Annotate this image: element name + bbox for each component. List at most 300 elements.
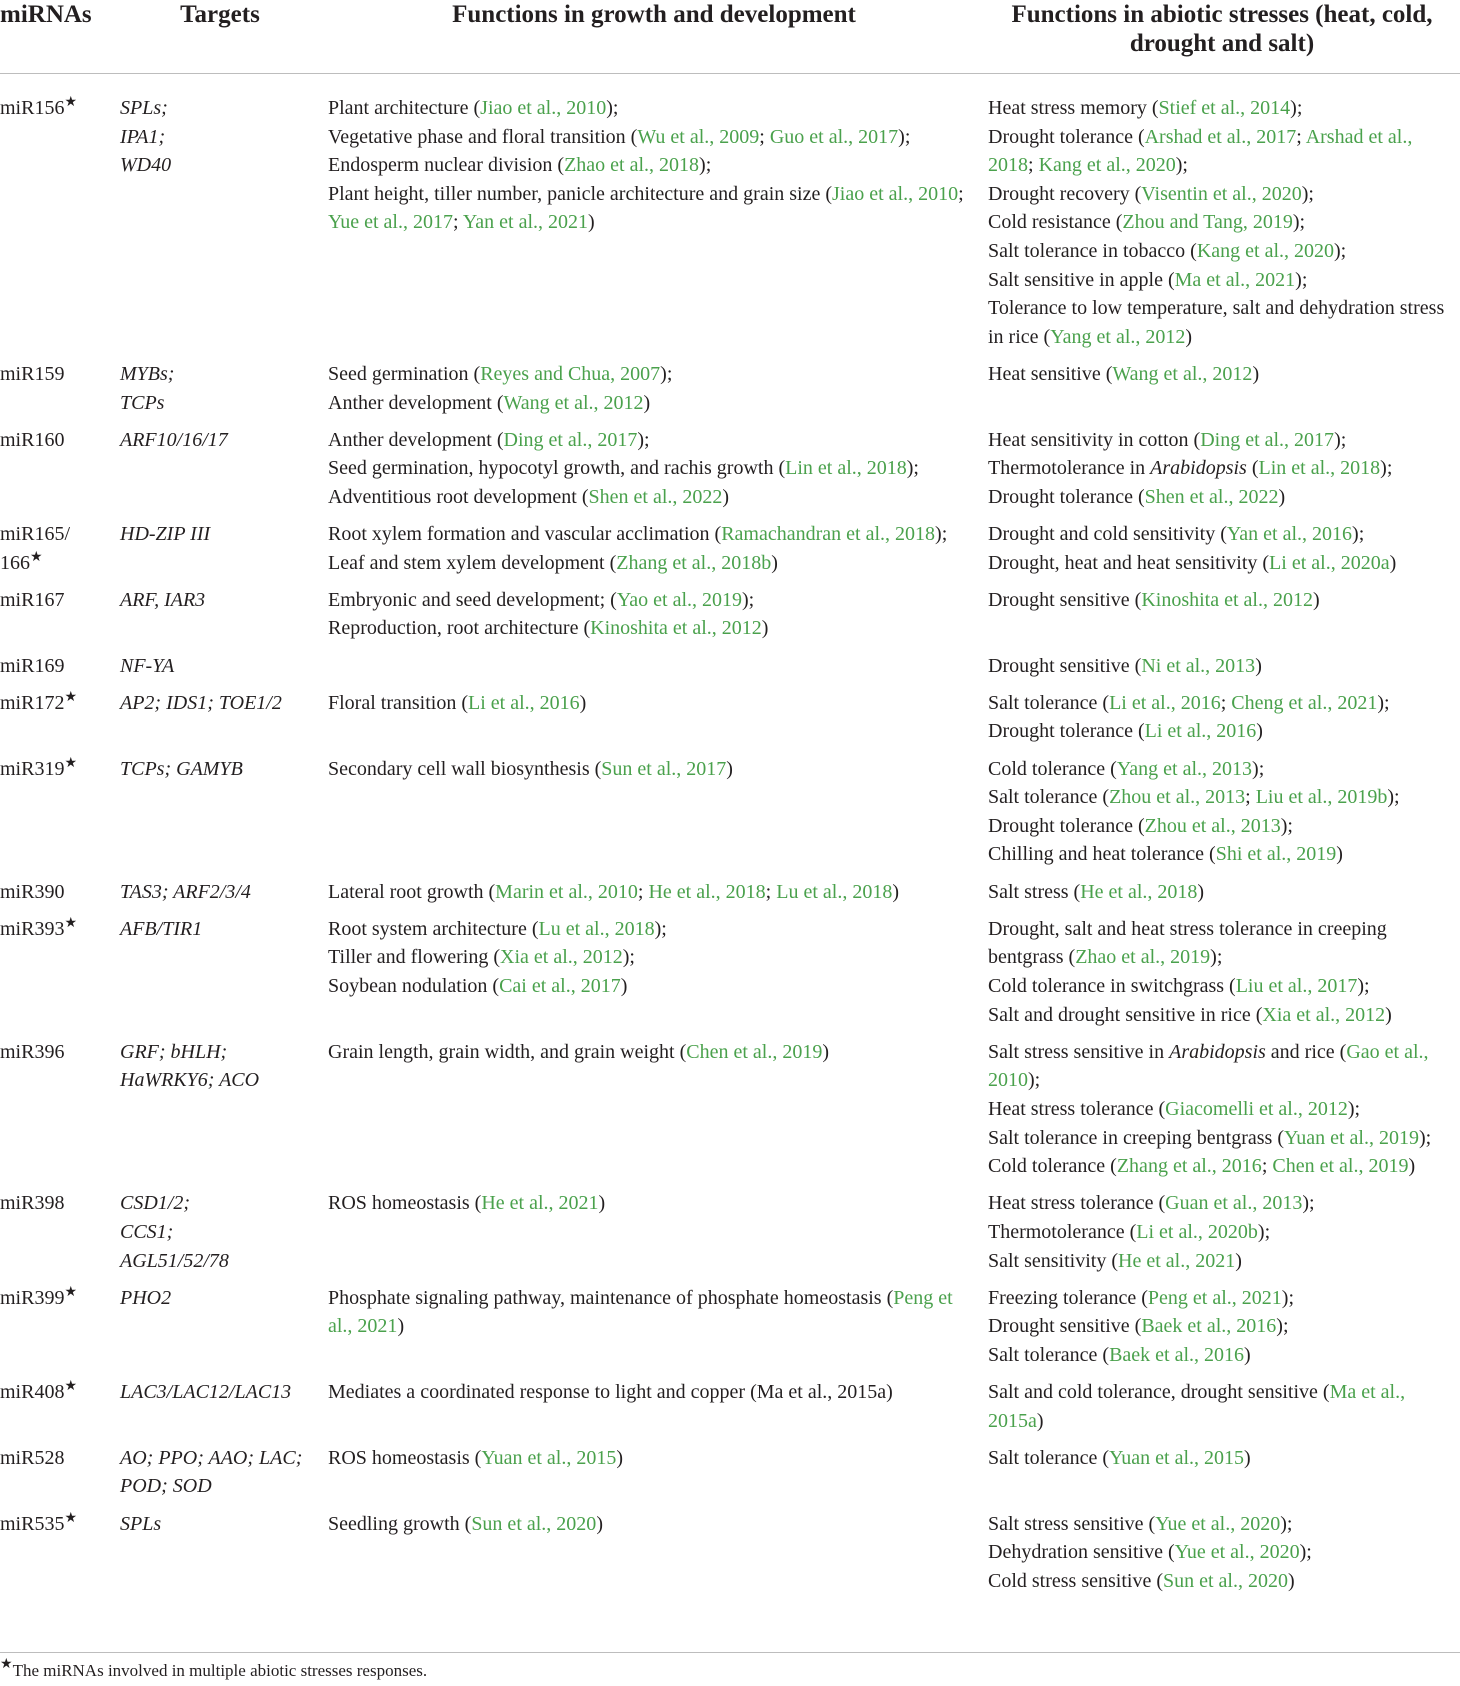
text-segment: ) <box>822 1040 830 1063</box>
citation-link[interactable]: Zhang et al., 2016 <box>1116 1155 1262 1178</box>
stress-cell <box>984 652 1460 689</box>
stress-cell <box>984 586 1460 652</box>
growth-line <box>328 180 980 237</box>
text-segment: ) <box>397 1315 405 1338</box>
text-segment: ); <box>1280 814 1293 837</box>
stress-line <box>988 94 1456 123</box>
growth-cell <box>324 1038 984 1190</box>
mirna-cell <box>0 520 116 586</box>
citation-link[interactable]: Ma et al., 2015a <box>988 1381 1406 1432</box>
stress-line <box>988 1152 1456 1181</box>
text-segment: ROS homeostasis ( <box>328 1192 482 1215</box>
text-segment: Drought tolerance ( <box>988 814 1145 837</box>
citation-link[interactable]: Li et al., 2016 <box>1144 720 1257 743</box>
text-segment: ); <box>1334 428 1347 451</box>
text-segment: ); <box>654 917 667 940</box>
star-marker: ★ <box>30 549 43 565</box>
mirna-name: miR169 <box>0 654 65 677</box>
stress-line <box>988 1538 1456 1567</box>
stress-cell <box>984 1284 1460 1378</box>
stress-line <box>988 1247 1456 1276</box>
growth-cell <box>324 878 984 915</box>
table-row <box>0 520 1460 586</box>
mirna-name: miR398 <box>0 1192 65 1215</box>
text-segment: Cold tolerance in switchgrass ( <box>988 974 1236 997</box>
table-row <box>0 1378 1460 1444</box>
citation-link[interactable]: Shen et al., 2022 <box>588 485 723 508</box>
mirna-cell <box>0 1378 116 1444</box>
text-segment: ); <box>898 125 911 148</box>
target-line: POD; SOD <box>120 1475 212 1498</box>
text-segment: ); <box>1357 974 1370 997</box>
citation-link[interactable]: Jiao et al., 2010 <box>480 97 607 119</box>
stress-line <box>988 208 1456 237</box>
italic-term: Arabidopsis <box>1169 1040 1266 1063</box>
text-segment: ); <box>1210 946 1223 969</box>
text-segment: Salt tolerance ( <box>988 691 1110 714</box>
citation-link[interactable]: Arshad et al., 2018 <box>988 125 1413 177</box>
growth-line <box>328 586 980 615</box>
growth-line <box>328 972 980 1001</box>
stress-line <box>988 1095 1456 1124</box>
targets-cell <box>116 1189 324 1283</box>
citation-link[interactable]: Ni et al., 2013 <box>1141 654 1256 677</box>
citation-link[interactable]: Peng et al., 2021 <box>1147 1286 1282 1309</box>
text-segment: Salt tolerance ( <box>988 786 1110 809</box>
citation-link[interactable]: He et al., 2018 <box>1080 880 1198 903</box>
star-marker: ★ <box>64 1510 78 1526</box>
mirna-cell <box>0 586 116 652</box>
footnote-text: The miRNAs involved in multiple abiotic stresses responses. <box>12 1661 428 1680</box>
growth-line <box>328 94 980 123</box>
text-segment: ) <box>620 974 628 997</box>
text-segment: ); <box>1334 239 1347 262</box>
citation-link[interactable]: Ding et al., 2017 <box>1200 428 1335 451</box>
text-segment: Salt stress sensitive ( <box>988 1512 1156 1535</box>
text-segment: Mediates a coordinated response to light and copper (Ma et al., 2015a) <box>328 1381 893 1404</box>
text-segment: ) <box>616 1446 623 1469</box>
growth-line <box>328 1510 980 1539</box>
citation-link[interactable]: He et al., 2021 <box>481 1192 599 1215</box>
citation-link[interactable]: Li et al., 2020a <box>1269 551 1390 574</box>
text-segment: ); <box>935 523 948 546</box>
growth-line <box>328 389 980 418</box>
citation-link[interactable]: Kinoshita et al., 2012 <box>1141 588 1313 611</box>
mirna-cell <box>0 689 116 755</box>
citation-link[interactable]: Ding et al., 2017 <box>503 428 638 451</box>
citation-link[interactable]: Liu et al., 2017 <box>1235 974 1358 997</box>
citation-link[interactable]: Wu et al., 2009 <box>637 125 760 148</box>
text-segment: Drought and cold sensitivity ( <box>988 523 1227 546</box>
mirna-name: miR167 <box>0 588 65 611</box>
text-segment: Drought sensitive ( <box>988 654 1142 677</box>
mirna-name: miR165/ 166 <box>0 523 71 574</box>
citation-link[interactable]: Li et al., 2016 <box>467 691 580 714</box>
table-row <box>0 1510 1460 1604</box>
text-segment: Anther development ( <box>328 428 504 451</box>
text-segment: ); <box>1387 786 1400 809</box>
citation-link[interactable]: Wang et al., 2012 <box>1112 362 1253 385</box>
citation-link[interactable]: Stief et al., 2014 <box>1158 97 1291 119</box>
citation-link[interactable]: Li et al., 2020b <box>1136 1220 1258 1243</box>
citation-link[interactable]: Baek et al., 2016 <box>1141 1315 1277 1338</box>
stress-cell <box>984 1510 1460 1604</box>
mirna-cell <box>0 755 116 878</box>
stress-cell <box>984 426 1460 520</box>
text-segment: ); <box>1302 1192 1315 1215</box>
text-segment: ) <box>1036 1409 1044 1432</box>
citation-link[interactable]: Shi et al., 2019 <box>1215 843 1337 866</box>
text-segment: Drought sensitive ( <box>988 1315 1142 1338</box>
growth-cell <box>324 1284 984 1378</box>
growth-cell <box>324 652 984 689</box>
text-segment: Heat stress tolerance ( <box>988 1097 1166 1120</box>
growth-line <box>328 151 980 180</box>
text-segment: Salt sensitive in apple ( <box>988 268 1175 291</box>
citation-link[interactable]: Yue et al., 2017 <box>328 211 453 234</box>
citation-link[interactable]: Kinoshita et al., 2012 <box>590 617 762 640</box>
growth-line <box>328 878 980 907</box>
citation-link[interactable]: Cheng et al., 2021 <box>1231 691 1378 714</box>
text-segment: ); <box>1280 1512 1293 1535</box>
target-line: SPLs <box>120 1512 162 1535</box>
text-segment: ); <box>660 362 673 385</box>
stress-line <box>988 426 1456 455</box>
growth-cell <box>324 1444 984 1510</box>
targets-cell <box>116 1510 324 1604</box>
citation-link[interactable]: Guan et al., 2013 <box>1165 1192 1303 1215</box>
targets-cell <box>116 1378 324 1444</box>
citation-link[interactable]: Lin et al., 2018 <box>785 457 907 480</box>
text-segment: ) <box>1235 1249 1242 1272</box>
text-segment: ) <box>596 1512 603 1535</box>
citation-link[interactable]: Yao et al., 2019 <box>616 588 742 611</box>
citation-link[interactable]: Gao et al., 2010 <box>988 1040 1429 1092</box>
citation-link[interactable]: Zhao et al., 2018 <box>564 154 700 177</box>
table-row <box>0 1284 1460 1378</box>
text-segment: ); <box>1028 1069 1041 1092</box>
text-segment: Drought sensitive ( <box>988 588 1142 611</box>
citation-link[interactable]: Baek et al., 2016 <box>1109 1343 1245 1366</box>
stress-line <box>988 652 1456 681</box>
text-segment: ); <box>1292 211 1306 234</box>
mirna-name: miR156 <box>0 97 65 119</box>
growth-line <box>328 520 980 549</box>
growth-cell <box>324 586 984 652</box>
citation-link[interactable]: Sun et al., 2020 <box>471 1512 597 1535</box>
citation-link[interactable]: Ma et al., 2021 <box>1174 268 1296 291</box>
text-segment: ; <box>759 125 770 148</box>
text-segment: Tiller and flowering ( <box>328 946 501 969</box>
text-segment: Vegetative phase and floral transition ( <box>328 125 638 148</box>
citation-link[interactable]: Zhou and Tang, 2019 <box>1122 211 1293 234</box>
citation-link[interactable]: Lu et al., 2018 <box>538 917 655 940</box>
text-segment: Cold tolerance ( <box>988 1155 1117 1178</box>
text-segment: ) <box>643 391 651 414</box>
text-segment: Salt stress sensitive in <box>988 1040 1170 1063</box>
text-segment: ; <box>958 182 964 205</box>
text-segment: Heat stress memory ( <box>988 97 1159 119</box>
citation-link[interactable]: Chen et al., 2019 <box>686 1040 823 1063</box>
text-segment: and rice ( <box>1265 1040 1347 1063</box>
stress-line <box>988 1218 1456 1247</box>
citation-link[interactable]: He et al., 2018 <box>648 880 766 903</box>
citation-link[interactable]: Reyes and Chua, 2007 <box>480 362 661 385</box>
citation-link[interactable]: Marin et al., 2010 <box>495 880 638 903</box>
text-segment: ); <box>1418 1126 1432 1149</box>
text-segment: ROS homeostasis ( <box>328 1446 482 1469</box>
text-segment: Phosphate signaling pathway, maintenance of phosphate homeostasis ( <box>328 1286 894 1309</box>
table-footnote <box>0 1652 1460 1682</box>
stress-line <box>988 294 1456 351</box>
text-segment: Heat sensitive ( <box>988 362 1113 385</box>
growth-line <box>328 1284 980 1341</box>
text-segment: ); <box>1347 1097 1361 1120</box>
stress-cell <box>984 94 1460 360</box>
header-targets: Targets <box>116 0 324 74</box>
text-segment: Salt tolerance in creeping bentgrass ( <box>988 1126 1284 1149</box>
table-row <box>0 915 1460 1038</box>
mirna-cell <box>0 1444 116 1510</box>
growth-cell <box>324 1510 984 1604</box>
header-growth-functions: Functions in growth and development <box>324 0 984 74</box>
text-segment: Salt tolerance ( <box>988 1446 1110 1469</box>
citation-link[interactable]: Shen et al., 2022 <box>1144 485 1279 508</box>
citation-link[interactable]: Zhang et al., 2018b <box>616 551 772 574</box>
mirna-name: miR159 <box>0 362 65 385</box>
citation-link[interactable]: Sun et al., 2017 <box>601 757 727 780</box>
target-line: MYBs; <box>120 362 175 385</box>
targets-cell <box>116 652 324 689</box>
text-segment: ) <box>1255 654 1262 677</box>
citation-link[interactable]: Kang et al., 2020 <box>1038 154 1176 177</box>
table-row <box>0 689 1460 755</box>
target-line: AP2; IDS1; TOE1/2 <box>120 691 282 714</box>
citation-link[interactable]: Yue et al., 2020 <box>1174 1541 1300 1564</box>
target-line: CSD1/2; <box>120 1192 190 1215</box>
text-segment: Lateral root growth ( <box>328 880 496 903</box>
target-line: TAS3; ARF2/3/4 <box>120 880 251 903</box>
table-row <box>0 1189 1460 1283</box>
stress-line <box>988 180 1456 209</box>
stress-line <box>988 586 1456 615</box>
stress-line <box>988 717 1456 746</box>
footnote-star: ★ <box>0 1657 13 1672</box>
star-marker: ★ <box>64 95 78 110</box>
text-segment: ) <box>1408 1155 1416 1178</box>
text-segment: ; <box>1261 1155 1273 1178</box>
table-row <box>0 652 1460 689</box>
citation-link[interactable]: Zhao et al., 2019 <box>1075 946 1211 969</box>
citation-link[interactable]: Xia et al., 2012 <box>1262 1003 1386 1026</box>
growth-cell <box>324 520 984 586</box>
growth-cell <box>324 1189 984 1283</box>
citation-link[interactable]: Lu et al., 2018 <box>776 880 893 903</box>
stress-line <box>988 1378 1456 1435</box>
citation-link[interactable]: Li et al., 2016 <box>1109 691 1221 714</box>
citation-link[interactable]: Visentin et al., 2020 <box>1141 182 1302 205</box>
stress-line <box>988 1567 1456 1596</box>
text-segment: Drought tolerance ( <box>988 125 1145 148</box>
stress-line <box>988 840 1456 869</box>
stress-line <box>988 360 1456 389</box>
mirna-name: miR396 <box>0 1040 65 1063</box>
text-segment: ) <box>761 617 769 640</box>
citation-link[interactable]: Yan et al., 2016 <box>1226 523 1353 546</box>
text-segment: Drought recovery ( <box>988 182 1142 205</box>
text-segment: ; <box>765 880 777 903</box>
text-segment: ) <box>1256 720 1263 743</box>
growth-line <box>328 1189 980 1218</box>
stress-line <box>988 483 1456 512</box>
citation-link[interactable]: Kang et al., 2020 <box>1196 239 1334 262</box>
table-row <box>0 426 1460 520</box>
text-segment: Embryonic and seed development; ( <box>328 588 617 611</box>
growth-line <box>328 483 980 512</box>
target-line: IPA1; <box>120 125 166 148</box>
text-segment: Seed germination ( <box>328 362 481 385</box>
targets-cell <box>116 878 324 915</box>
text-segment: Seedling growth ( <box>328 1512 472 1535</box>
mirna-cell <box>0 1038 116 1190</box>
citation-link[interactable]: Yang et al., 2013 <box>1116 757 1253 780</box>
mirna-cell <box>0 652 116 689</box>
text-segment: Root xylem formation and vascular acclimation ( <box>328 523 722 546</box>
mirna-cell <box>0 878 116 915</box>
mirna-name: miR408 <box>0 1381 65 1404</box>
citation-link[interactable]: He et al., 2021 <box>1118 1249 1236 1272</box>
text-segment: Salt tolerance in tobacco ( <box>988 239 1197 262</box>
text-segment: ); <box>637 428 650 451</box>
text-segment: Salt and cold tolerance, drought sensitive ( <box>988 1381 1330 1404</box>
text-segment: ) <box>1385 1003 1392 1026</box>
targets-cell <box>116 915 324 1038</box>
citation-link[interactable]: Yan et al., 2021 <box>462 211 588 234</box>
citation-link[interactable]: Yuan et al., 2015 <box>481 1446 617 1469</box>
table-row <box>0 1444 1460 1510</box>
citation-link[interactable]: Guo et al., 2017 <box>769 125 899 148</box>
stress-line <box>988 237 1456 266</box>
citation-link[interactable]: Xia et al., 2012 <box>500 946 623 969</box>
citation-link[interactable]: Sun et al., 2020 <box>1163 1569 1288 1592</box>
stress-line <box>988 1284 1456 1313</box>
targets-cell <box>116 586 324 652</box>
target-line: PHO2 <box>120 1286 172 1309</box>
citation-link[interactable]: Liu et al., 2019b <box>1255 786 1388 809</box>
stress-line <box>988 1001 1456 1030</box>
growth-line <box>328 360 980 389</box>
text-segment: Soybean nodulation ( <box>328 974 500 997</box>
growth-cell <box>324 755 984 878</box>
mirna-name: miR160 <box>0 428 65 451</box>
text-segment: Salt tolerance ( <box>988 1343 1110 1366</box>
citation-link[interactable]: Wang et al., 2012 <box>503 391 644 414</box>
citation-link[interactable]: Chen et al., 2019 <box>1272 1155 1409 1178</box>
stress-cell <box>984 689 1460 755</box>
citation-link[interactable]: Yuan et al., 2015 <box>1109 1446 1245 1469</box>
text-segment: ) <box>1389 551 1397 574</box>
stress-cell <box>984 1038 1460 1190</box>
target-line: GRF; bHLH; <box>120 1040 228 1063</box>
text-segment: ) <box>726 757 733 780</box>
citation-link[interactable]: Ramachandran et al., 2018 <box>721 523 936 546</box>
text-segment: ; <box>1220 691 1232 714</box>
text-segment: Heat sensitivity in cotton ( <box>988 428 1201 451</box>
growth-line <box>328 755 980 784</box>
text-segment: Adventitious root development ( <box>328 485 589 508</box>
stress-line <box>988 812 1456 841</box>
stress-line <box>988 1341 1456 1370</box>
target-line: NF-YA <box>120 654 175 677</box>
text-segment: Drought, heat and heat sensitivity ( <box>988 551 1270 574</box>
target-line: AGL51/52/78 <box>120 1249 229 1272</box>
citation-link[interactable]: Jiao et al., 2010 <box>832 182 959 205</box>
table-row <box>0 755 1460 878</box>
text-segment: Cold stress sensitive ( <box>988 1569 1163 1592</box>
growth-line <box>328 454 980 483</box>
text-segment: ) <box>892 880 899 903</box>
growth-line <box>328 614 980 643</box>
stress-cell <box>984 1444 1460 1510</box>
table-row <box>0 94 1460 360</box>
text-segment: Cold tolerance ( <box>988 757 1117 780</box>
stress-line <box>988 123 1456 180</box>
growth-line <box>328 1444 980 1473</box>
text-segment: Drought tolerance ( <box>988 720 1145 743</box>
citation-link[interactable]: Yang et al., 2012 <box>1050 325 1186 348</box>
text-segment: ; <box>1028 154 1039 177</box>
citation-link[interactable]: Yuan et al., 2019 <box>1284 1126 1419 1149</box>
citation-link[interactable]: Peng et al., 2021 <box>328 1286 953 1338</box>
citation-link[interactable]: Giacomelli et al., 2012 <box>1165 1097 1348 1120</box>
header-row <box>0 0 1460 74</box>
mirna-name: miR535 <box>0 1512 65 1535</box>
target-line: TCPs; GAMYB <box>120 757 243 780</box>
targets-cell <box>116 755 324 878</box>
target-line: AFB/TIR1 <box>120 917 203 940</box>
citation-link[interactable]: Arshad et al., 2017 <box>1144 125 1297 148</box>
text-segment: ) <box>722 485 730 508</box>
header-stress-functions: Functions in abiotic stresses (heat, cold, drought and salt) <box>984 0 1460 74</box>
stress-cell <box>984 755 1460 878</box>
text-segment: Thermotolerance ( <box>988 1220 1137 1243</box>
star-marker: ★ <box>64 1379 78 1395</box>
growth-cell <box>324 94 984 360</box>
target-line: SPLs; <box>120 97 168 119</box>
targets-cell <box>116 1444 324 1510</box>
citation-link[interactable]: Lin et al., 2018 <box>1258 457 1381 480</box>
table-row <box>0 360 1460 426</box>
mirna-name: miR390 <box>0 880 65 903</box>
growth-cell <box>324 689 984 755</box>
text-segment: Freezing tolerance ( <box>988 1286 1148 1309</box>
targets-cell <box>116 1038 324 1190</box>
mirna-cell <box>0 915 116 1038</box>
text-segment: ); <box>699 154 712 177</box>
text-segment: ); <box>1175 154 1188 177</box>
text-segment: Cold resistance ( <box>988 211 1123 234</box>
citation-link[interactable]: Yue et al., 2020 <box>1155 1512 1281 1535</box>
citation-link[interactable]: Zhou et al., 2013 <box>1144 814 1281 837</box>
citation-link[interactable]: Cai et al., 2017 <box>499 974 621 997</box>
text-segment: Chilling and heat tolerance ( <box>988 843 1216 866</box>
text-segment: ) <box>1185 325 1193 348</box>
citation-link[interactable]: Zhou et al., 2013 <box>1109 786 1246 809</box>
table-row <box>0 1038 1460 1190</box>
growth-line <box>328 549 980 578</box>
growth-cell <box>324 915 984 1038</box>
text-segment: ) <box>1288 1569 1295 1592</box>
